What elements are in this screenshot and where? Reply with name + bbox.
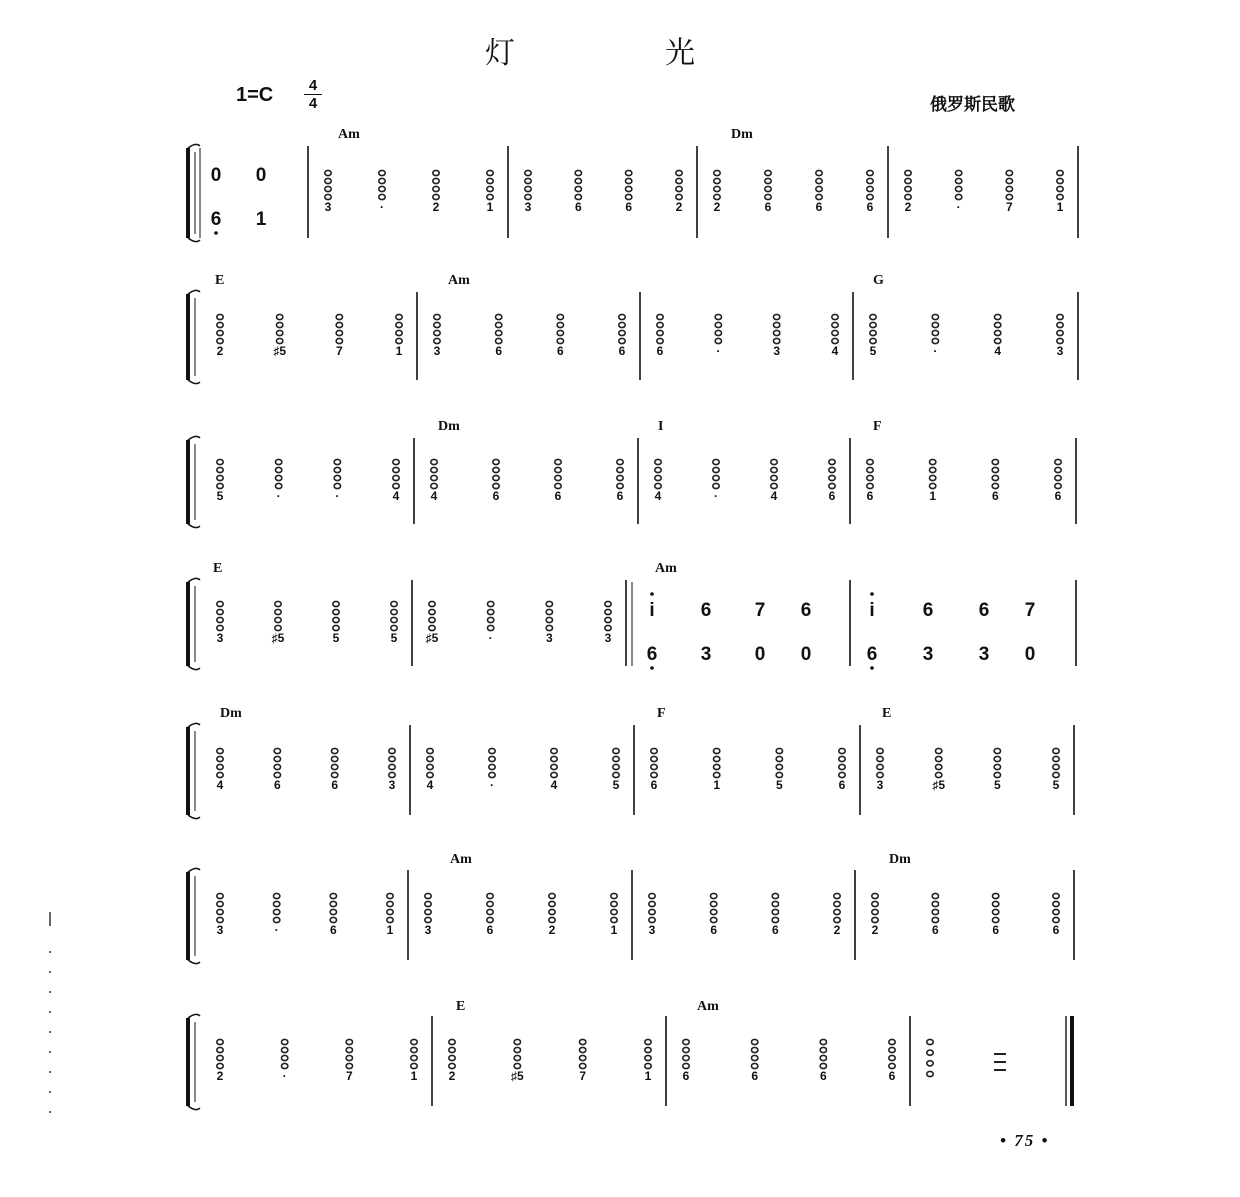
bass-note: 3 bbox=[648, 923, 656, 937]
chord-stack bbox=[619, 314, 625, 343]
chord-stack bbox=[575, 170, 581, 199]
bass-note: 1 bbox=[713, 778, 721, 792]
chord-stack bbox=[555, 459, 561, 488]
bass-note: 2 bbox=[448, 1069, 456, 1083]
song-source: 俄罗斯民歌 bbox=[930, 95, 1015, 115]
bass-note: 3 bbox=[324, 200, 332, 214]
chord-stack bbox=[429, 601, 435, 630]
bass-note: 2 bbox=[904, 200, 912, 214]
chord-symbol: E bbox=[215, 273, 225, 288]
chord-symbol: Dm bbox=[220, 706, 242, 721]
bass-note: 3 bbox=[216, 631, 224, 645]
bass-note: 3 bbox=[388, 778, 396, 792]
chord-symbol: G bbox=[873, 273, 884, 288]
bass-note: 6 bbox=[618, 344, 626, 358]
page-number: • 75 • bbox=[1000, 1131, 1050, 1150]
bass-note: 5 bbox=[1052, 778, 1060, 792]
bass-note: 1 bbox=[1056, 200, 1064, 214]
chord-stack bbox=[281, 1039, 287, 1068]
bass-note: 6 bbox=[625, 200, 633, 214]
chord-stack bbox=[217, 459, 223, 488]
bass-note: 6 bbox=[838, 778, 846, 792]
bass-note: 3 bbox=[876, 778, 884, 792]
bass-note: 5 bbox=[612, 778, 620, 792]
bass-note: 7 bbox=[345, 1069, 353, 1083]
chord-stack bbox=[334, 459, 340, 488]
chord-stack bbox=[773, 314, 779, 343]
chord-stack bbox=[389, 748, 395, 777]
chord-stack bbox=[274, 748, 280, 777]
bass-note: 3 bbox=[604, 631, 612, 645]
chord-stack bbox=[546, 601, 552, 630]
bass-note: 4 bbox=[550, 778, 558, 792]
melody-note: 6 bbox=[866, 644, 878, 665]
melody-note: 3 bbox=[700, 644, 712, 665]
chord-stack bbox=[275, 459, 281, 488]
chord-stack bbox=[514, 1039, 520, 1068]
melody-note: 0 bbox=[754, 644, 766, 665]
bass-note: 2 bbox=[432, 200, 440, 214]
margin-dots bbox=[48, 912, 52, 1132]
chord-stack bbox=[273, 893, 279, 922]
bass-note: 6 bbox=[656, 344, 664, 358]
melody-note: 0 bbox=[210, 165, 222, 186]
bass-note: 4 bbox=[831, 344, 839, 358]
chord-stack bbox=[487, 170, 493, 199]
bass-note: 2 bbox=[548, 923, 556, 937]
bass-note: 2 bbox=[216, 344, 224, 358]
time-signature-bottom: 4 bbox=[308, 95, 318, 112]
bass-note: 6 bbox=[556, 344, 564, 358]
chord-stack bbox=[525, 170, 531, 199]
chord-stack bbox=[379, 170, 385, 199]
chord-stack bbox=[651, 748, 657, 777]
bass-note: · bbox=[488, 631, 493, 645]
chord-stack bbox=[217, 314, 223, 343]
chord-stack bbox=[929, 459, 935, 488]
chord-stack bbox=[932, 314, 938, 343]
bass-note: 1 bbox=[386, 923, 394, 937]
melody-note: 1 bbox=[255, 209, 267, 230]
chord-stack bbox=[1053, 748, 1059, 777]
chord-symbol: Dm bbox=[731, 127, 753, 142]
chord-stack bbox=[832, 314, 838, 343]
bass-note: 6 bbox=[682, 1069, 690, 1083]
bass-note: 7 bbox=[579, 1069, 587, 1083]
bass-note: 6 bbox=[828, 489, 836, 503]
chord-stack bbox=[433, 170, 439, 199]
bass-note: · bbox=[490, 778, 494, 792]
bass-note: 6 bbox=[888, 1069, 896, 1083]
chord-stack bbox=[867, 170, 873, 199]
bass-note: 6 bbox=[486, 923, 494, 937]
bass-note: 6 bbox=[991, 489, 999, 503]
bass-note: 5 bbox=[869, 344, 877, 358]
chord-stack bbox=[834, 893, 840, 922]
melody-note: i bbox=[649, 600, 655, 621]
chord-stack bbox=[820, 1039, 826, 1068]
melody-note: 6 bbox=[978, 600, 990, 621]
chord-symbol: F bbox=[873, 419, 882, 434]
melody-note: 6 bbox=[922, 600, 934, 621]
bass-note: 6 bbox=[574, 200, 582, 214]
bass-note: · bbox=[956, 200, 961, 214]
chord-stack bbox=[877, 748, 883, 777]
bass-note: 6 bbox=[815, 200, 823, 214]
bass-note: 6 bbox=[710, 923, 718, 937]
bass-note: 1 bbox=[644, 1069, 652, 1083]
chord-stack bbox=[992, 459, 998, 488]
chord-stack bbox=[611, 893, 617, 922]
chord-symbol: I bbox=[658, 419, 664, 434]
chord-stack bbox=[333, 601, 339, 630]
bass-note: · bbox=[274, 923, 279, 937]
bass-note: 6 bbox=[764, 200, 772, 214]
chord-symbol: E bbox=[456, 999, 466, 1014]
bass-note: 6 bbox=[866, 489, 874, 503]
chord-stack bbox=[557, 314, 563, 343]
bass-note: 6 bbox=[931, 923, 939, 937]
chord-stack bbox=[276, 314, 282, 343]
chord-symbol: F bbox=[657, 706, 666, 721]
bass-note: 4 bbox=[430, 489, 438, 503]
song-title: 灯 光 bbox=[485, 36, 755, 71]
melody-note: 6 bbox=[210, 209, 222, 230]
bass-note: 6 bbox=[492, 489, 500, 503]
melody-note: 6 bbox=[646, 644, 658, 665]
bass-note: · bbox=[335, 489, 340, 503]
bass-note: 6 bbox=[866, 200, 874, 214]
melody-note: 7 bbox=[1024, 600, 1036, 621]
bass-note: 3 bbox=[216, 923, 224, 937]
octave-dot bbox=[870, 666, 874, 670]
chord-stack bbox=[655, 459, 661, 488]
bass-note: 6 bbox=[554, 489, 562, 503]
bass-note: 7 bbox=[1005, 200, 1013, 214]
bass-note: 4 bbox=[426, 778, 434, 792]
chord-stack bbox=[425, 893, 431, 922]
chord-stack bbox=[1055, 459, 1061, 488]
bass-note: · bbox=[933, 344, 938, 358]
chord-stack bbox=[434, 314, 440, 343]
bass-note: 1 bbox=[395, 344, 403, 358]
bass-note: · bbox=[714, 489, 718, 503]
chord-symbol: Am bbox=[697, 999, 719, 1014]
bass-note: 2 bbox=[675, 200, 683, 214]
melody-note: 0 bbox=[1024, 644, 1036, 665]
bass-note: 4 bbox=[654, 489, 662, 503]
bass-note: 2 bbox=[216, 1069, 224, 1083]
chord-stack bbox=[579, 1039, 585, 1068]
bass-note: 3 bbox=[433, 344, 441, 358]
bass-note: ♯5 bbox=[271, 631, 285, 645]
chord-stack bbox=[935, 748, 941, 777]
octave-dot bbox=[214, 231, 218, 235]
chord-stack bbox=[645, 1039, 651, 1068]
chord-stack bbox=[625, 170, 631, 199]
bass-note: 3 bbox=[773, 344, 781, 358]
bass-note: 4 bbox=[392, 489, 400, 503]
chord-stack bbox=[713, 459, 719, 488]
time-signature-top: 4 bbox=[308, 77, 318, 94]
bass-note: 4 bbox=[994, 344, 1002, 358]
chord-stack bbox=[387, 893, 393, 922]
chord-symbol: Am bbox=[448, 273, 470, 288]
melody-note: 6 bbox=[700, 600, 712, 621]
bass-note: 4 bbox=[770, 489, 778, 503]
chord-stack bbox=[994, 748, 1000, 777]
chord-stack bbox=[487, 601, 493, 630]
octave-dot bbox=[650, 592, 654, 596]
bass-note: 3 bbox=[424, 923, 432, 937]
bass-note: ♯5 bbox=[932, 778, 946, 792]
melody-note: i bbox=[869, 600, 875, 621]
chord-stack bbox=[605, 601, 611, 630]
bass-note: 6 bbox=[331, 778, 339, 792]
chord-stack bbox=[275, 601, 281, 630]
bass-note: 6 bbox=[650, 778, 658, 792]
bass-note: 5 bbox=[332, 631, 340, 645]
chord-stack bbox=[431, 459, 437, 488]
chord-stack bbox=[325, 170, 331, 199]
chord-stack bbox=[683, 1039, 689, 1068]
chord-stack bbox=[771, 459, 777, 488]
bass-note: ♯5 bbox=[510, 1069, 524, 1083]
bass-note: 6 bbox=[329, 923, 337, 937]
final-chord bbox=[927, 1039, 933, 1076]
bass-note: ♯5 bbox=[273, 344, 287, 358]
chord-stack bbox=[992, 893, 998, 922]
chord-symbol: Dm bbox=[438, 419, 460, 434]
melody-note: 3 bbox=[922, 644, 934, 665]
octave-dot bbox=[870, 592, 874, 596]
chord-stack bbox=[613, 748, 619, 777]
melody-note: 6 bbox=[800, 600, 812, 621]
chord-stack bbox=[411, 1039, 417, 1068]
chord-stack bbox=[330, 893, 336, 922]
melody-note: 3 bbox=[978, 644, 990, 665]
chord-stack bbox=[427, 748, 433, 777]
chord-stack bbox=[932, 893, 938, 922]
bass-note: 1 bbox=[486, 200, 494, 214]
chord-symbol: Am bbox=[655, 561, 677, 576]
bass-note: 1 bbox=[410, 1069, 418, 1083]
chord-stack bbox=[816, 170, 822, 199]
bass-note: 7 bbox=[335, 344, 343, 358]
bass-note: 6 bbox=[819, 1069, 827, 1083]
chord-stack bbox=[217, 601, 223, 630]
chord-stack bbox=[495, 314, 501, 343]
chord-stack bbox=[872, 893, 878, 922]
chord-stack bbox=[713, 748, 719, 777]
chord-stack bbox=[870, 314, 876, 343]
chord-symbol: Am bbox=[338, 127, 360, 142]
bass-note: 5 bbox=[993, 778, 1001, 792]
bass-note: 5 bbox=[216, 489, 224, 503]
chord-stack bbox=[489, 748, 495, 777]
chord-stack bbox=[1057, 170, 1063, 199]
chord-symbol: Am bbox=[450, 852, 472, 867]
chord-stack bbox=[551, 748, 557, 777]
bass-note: 5 bbox=[775, 778, 783, 792]
bass-note: 3 bbox=[524, 200, 532, 214]
melody-note: 0 bbox=[255, 165, 267, 186]
bass-note: 2 bbox=[833, 923, 841, 937]
chord-stack bbox=[217, 893, 223, 922]
chord-stack bbox=[393, 459, 399, 488]
bass-note: 6 bbox=[1052, 923, 1060, 937]
bass-note: 6 bbox=[992, 923, 1000, 937]
bass-note: 3 bbox=[1056, 344, 1064, 358]
chord-stack bbox=[1057, 314, 1063, 343]
chord-stack bbox=[649, 893, 655, 922]
chord-stack bbox=[710, 893, 716, 922]
bass-note: 6 bbox=[616, 489, 624, 503]
bass-note: 2 bbox=[871, 923, 879, 937]
chord-stack bbox=[994, 314, 1000, 343]
bass-note: · bbox=[276, 489, 281, 503]
chord-stack bbox=[715, 314, 721, 343]
chord-stack bbox=[839, 748, 845, 777]
chord-stack bbox=[1053, 893, 1059, 922]
chord-symbol: E bbox=[213, 561, 223, 576]
chord-symbol: Dm bbox=[889, 852, 911, 867]
bass-note: · bbox=[716, 344, 721, 358]
chord-stack bbox=[217, 748, 223, 777]
chord-stack bbox=[905, 170, 911, 199]
chord-stack bbox=[217, 1039, 223, 1068]
chord-stack bbox=[346, 1039, 352, 1068]
chord-stack bbox=[617, 459, 623, 488]
chord-stack bbox=[657, 314, 663, 343]
chord-stack bbox=[449, 1039, 455, 1068]
bass-note: 6 bbox=[751, 1069, 759, 1083]
bass-note: 2 bbox=[713, 200, 721, 214]
chord-stack bbox=[493, 459, 499, 488]
bass-note: 6 bbox=[273, 778, 281, 792]
chord-stack bbox=[331, 748, 337, 777]
chord-stack bbox=[336, 314, 342, 343]
chord-stack bbox=[955, 170, 961, 199]
chord-stack bbox=[772, 893, 778, 922]
bass-note: · bbox=[380, 200, 384, 214]
chord-stack bbox=[714, 170, 720, 199]
melody-note: 7 bbox=[754, 600, 766, 621]
chord-symbol: E bbox=[882, 706, 892, 721]
chord-stack bbox=[829, 459, 835, 488]
chord-stack bbox=[396, 314, 402, 343]
bass-note: 5 bbox=[390, 631, 398, 645]
melody-note: 0 bbox=[800, 644, 812, 665]
bass-note: · bbox=[282, 1069, 287, 1083]
bass-note: 6 bbox=[771, 923, 779, 937]
bass-note: 6 bbox=[1054, 489, 1062, 503]
chord-stack bbox=[391, 601, 397, 630]
octave-dot bbox=[650, 666, 654, 670]
chord-stack bbox=[676, 170, 682, 199]
key-signature: 1=C bbox=[236, 84, 274, 106]
chord-stack bbox=[1006, 170, 1012, 199]
bass-note: ♯5 bbox=[425, 631, 439, 645]
chord-stack bbox=[765, 170, 771, 199]
bass-note: 1 bbox=[610, 923, 618, 937]
chord-stack bbox=[751, 1039, 757, 1068]
chord-stack bbox=[889, 1039, 895, 1068]
chord-stack bbox=[867, 459, 873, 488]
bass-note: 3 bbox=[545, 631, 553, 645]
bass-note: 4 bbox=[216, 778, 224, 792]
bass-note: 6 bbox=[495, 344, 503, 358]
chord-stack bbox=[487, 893, 493, 922]
chord-stack bbox=[549, 893, 555, 922]
chord-stack bbox=[776, 748, 782, 777]
bass-note: 1 bbox=[929, 489, 937, 503]
